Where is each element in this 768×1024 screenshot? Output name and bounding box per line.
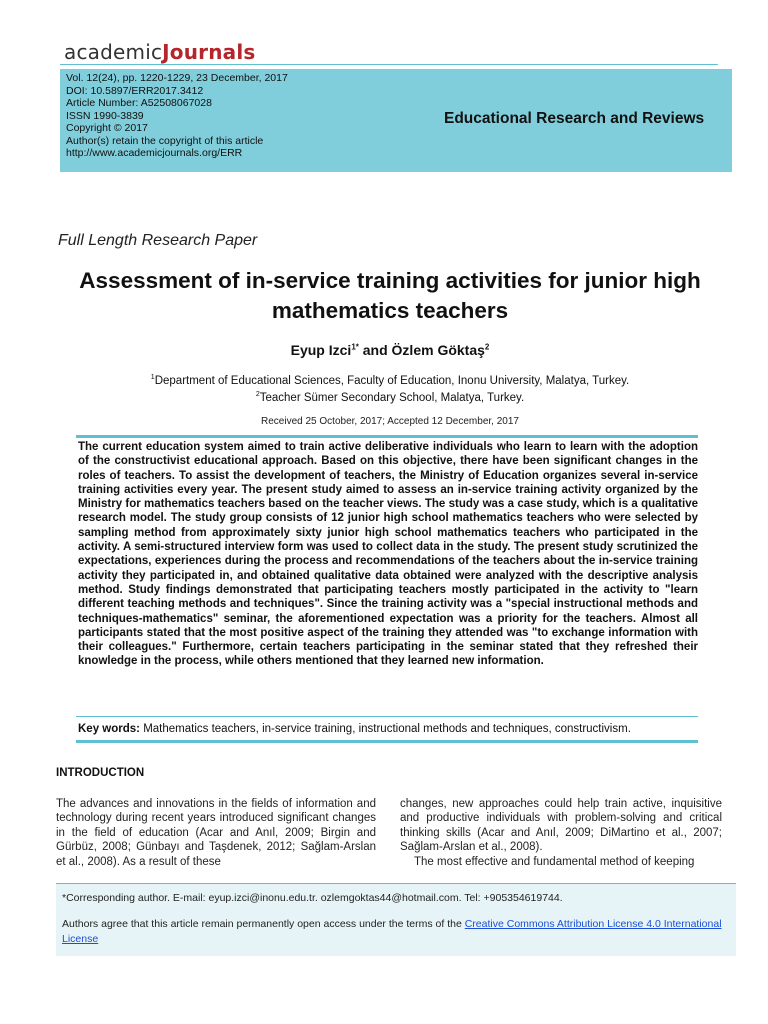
meta-article-number: Article Number: A52508067028 [66, 97, 212, 109]
paper-title: Assessment of in-service training activities for junior high mathematics teachers [79, 268, 701, 323]
meta-doi: DOI: 10.5897/ERR2017.3412 [66, 84, 204, 97]
introduction-left-column: The advances and innovations in the fields of information and technology during recent years introduced significant changes in the field of education (Acar and Anıl, 2009; Birgin and Gürbüz, 2008; Günbayı and Taşdenek, 2012; Sağlam-Arslan et al., 2008). As a result of these [56, 798, 376, 868]
license-note [62, 917, 722, 947]
introduction-heading: INTRODUCTION [56, 767, 145, 779]
keywords-label: Key words: [78, 723, 140, 735]
header-rule [60, 64, 718, 65]
affiliations [40, 371, 740, 405]
meta-issn: ISSN 1990-3839 [66, 109, 144, 122]
author-2-sup: 2 [484, 342, 490, 352]
abstract: The current education system aimed to train active deliberative individuals who learn to learn with the adoption of the constructivist educational approach. Based on this objective, there have been significant changes in the roles of teachers. To assist the development of teachers, the Ministry of Education organizes several in-service training activities every year. The present study aimed to assess an in-service training activity organized by the Ministry for mathematics teachers based on the teacher views. The study was a case study, which is a qualitative research model. The study group consists of 12 junior high school mathematics teachers who were selected by sampling method from approximately sixty junior high school mathematics teachers who participated in the activity. A semi-structured interview form was used to collect data in the study. The present study scrutinized the expectations, experiences during the process and recommendations of the teachers about the in-service training activity they participated in, and obtained qualitative data obtained were analyzed with the descriptive analysis method. Study findings demonstrated that participating teachers mostly participated in the activity to "learn different teaching methods and techniques". Since the training activity was a "special instructional methods and techniques-mathematics" seminar, the aforementioned expectation was a priority for the teachers. Almost all participants stated that the most positive aspect of the training they attended was "to exchange information with their colleagues." Furthermore, certain teachers participating in the seminar stated that they refreshed their knowledge in the process, while others mentioned that they learned new information. [78, 441, 698, 668]
corresponding-author: *Corresponding author. E-mail: eyup.izci@inonu.edu.tr. ozlemgoktas44@hotmail.com. Tel: +905354619744. [62, 892, 563, 904]
meta-url[interactable]: http://www.academicjournals.org/ERR [66, 147, 243, 159]
meta-rights: Author(s) retain the copyright of this article [66, 134, 264, 147]
keywords-text: Mathematics teachers, in-service training, instructional methods and techniques, constructivism. [140, 723, 631, 735]
introduction-right-paragraph-1: changes, new approaches could help train active, inquisitive and productive individuals with problem-solving and critical thinking skills (Acar and Anıl, 2009; DiMartino et al., 2007; Sağlam-Arslan et al., 2008). [400, 798, 722, 854]
affiliation-2 [40, 388, 740, 405]
article-meta [66, 72, 288, 160]
paper-type: Full Length Research Paper [58, 232, 258, 249]
affiliation-1-sup: 1 [150, 374, 155, 381]
introduction-right-paragraph-2: The most effective and fundamental method of keeping [414, 855, 695, 868]
authors [40, 342, 740, 358]
logo-text-journals: Journals [162, 40, 256, 64]
abstract-bottom-rule [76, 716, 698, 717]
license-link[interactable]: Creative Commons Attribution License 4.0 International License [62, 918, 722, 945]
logo-text-academic: academic [64, 40, 163, 64]
author-1-sup: 1* [351, 342, 359, 352]
affiliation-2-text: Teacher Sümer Secondary School, Malatya, Turkey. [259, 391, 525, 404]
meta-volume: Vol. 12(24), pp. 1220-1229, 23 December, 2017 [66, 72, 288, 84]
author-2: Özlem Göktaş [391, 342, 485, 358]
author-1: Eyup Izci [290, 342, 352, 358]
keywords-bottom-rule [76, 740, 698, 743]
received-dates: Received 25 October, 2017; Accepted 12 December, 2017 [261, 416, 519, 427]
journal-name: Educational Research and Reviews [444, 110, 705, 127]
authors-conj: and [358, 342, 392, 358]
affiliation-2-sup: 2 [255, 390, 260, 398]
keywords [78, 723, 698, 735]
license-text: Authors agree that this article remain permanently open access under the terms of the [62, 918, 465, 930]
affiliation-1 [40, 371, 740, 388]
introduction-right-column [400, 797, 722, 869]
affiliation-1-text: Department of Educational Sciences, Faculty of Education, Inonu University, Malatya, Turkey. [154, 374, 630, 387]
meta-copyright: Copyright © 2017 [66, 122, 148, 134]
journal-logo [64, 40, 256, 64]
abstract-top-rule [76, 435, 698, 438]
